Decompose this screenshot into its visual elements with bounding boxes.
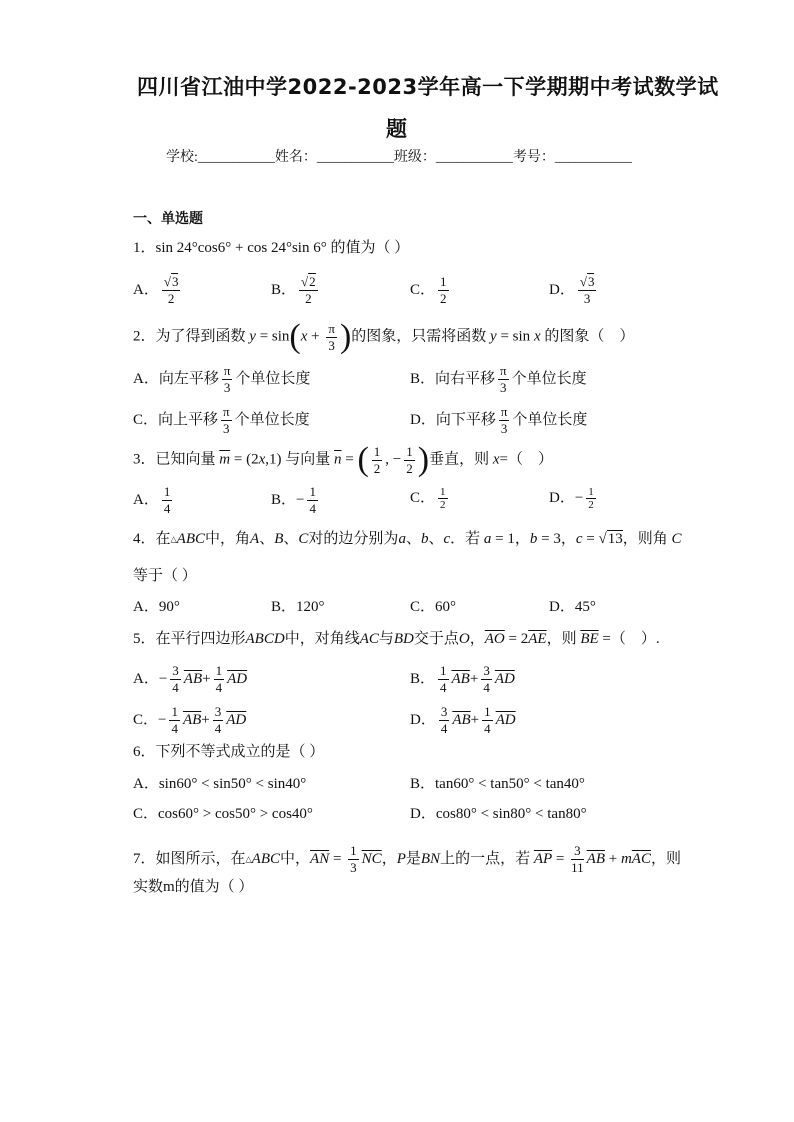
q3-option-a: A． $\frac{1}{4}$ [133,484,171,516]
question-1-stem: 1．sin 24°cos6° + cos 24°sin 6° 的值为（ ） [133,240,410,256]
page-title-line2: 题 [386,117,408,141]
q2-option-b: B．向右平移 $\frac{\pi}{3}$ 个单位长度 [410,363,587,395]
q3-option-b: B．− $\frac{1}{4}$ [271,484,316,516]
q6-option-d: D．cos80° < sin80° < tan80° [410,806,587,822]
q1-option-a: A． $\frac{√3}{2}$ [133,274,179,306]
question-7-stem-line1: 7．如图所示，在△ABC中，$\overline{AN}$ = $\frac{1}{3}$ $\overline{NC}$，P是BN上的一点，若 $\overline{AP}$ = $\frac{3}{11}$ $\overline{AB} + m\overline{AC}$，则 [133,843,681,875]
question-7-stem-line2: 实数m的值为（ ） [133,879,254,895]
question-6-stem: 6．下列不等式成立的是（ ） [133,744,325,760]
question-4-stem-line1: 4．在△ABC中，角A、B、C对的边分别为a、b、c．若 a = 1，b = 3，c = √13，则角 C [133,531,682,547]
q4-option-c: C．60° [410,599,457,615]
q1-option-b: B． $\frac{√2}{2}$ [271,274,316,306]
q4-option-b: B．120° [271,599,325,615]
student-info-line: 学校:___________姓名：___________班级：___________考号：___________ [166,150,632,165]
question-2-stem: 2．为了得到函数 y = sin(x + $\frac{\pi}{3}$ )的图象，只需将函数 y = sin x 的图象（ ） [133,318,635,355]
q2-option-a: A．向左平移 $\frac{\pi}{3}$ 个单位长度 [133,363,311,395]
q6-option-a: A．sin60° < sin50° < sin40° [133,776,307,792]
q3-option-d: D．− $\frac{1}{2}$ [549,486,594,511]
q5-option-d: D． $\frac{3}{4}$ $\overline{AB}+$ $\frac{1}{4}$ $\overline{AD}$ [410,704,516,736]
q5-option-c: C．− $\frac{1}{4}$ $\overline{AB}+$ $\frac{3}{4}$ $\overline{AD}$ [133,704,247,736]
q6-option-b: B．tan60° < tan50° < tan40° [410,776,585,792]
question-4-stem-line2: 等于（ ） [133,568,197,584]
q4-option-d: D．45° [549,599,596,615]
q5-option-b: B． $\frac{1}{4}$ $\overline{AB}+$ $\frac{3}{4}$ $\overline{AD}$ [410,663,515,695]
question-3-stem: 3．已知向量 $\overline{m} = (2x,1)$ 与向量 $\overline{n}$ = ( $\frac{1}{2}$ , − $\frac{1}{2}$ )垂直，则 x=（ ） [133,441,553,478]
q5-option-a: A．− $\frac{3}{4}$ $\overline{AB}+$ $\frac{1}{4}$ $\overline{AD}$ [133,663,248,695]
question-5-stem: 5．在平行四边形ABCD中，对角线AC与BD交于点O，$\overline{AO} = 2\overline{AE}$，则 $\overline{BE}$ =（ ）. [133,631,660,647]
q1-option-c: C． $\frac{1}{2}$ [410,274,447,306]
page-title-line1: 四川省江油中学2022-2023学年高一下学期期中考试数学试 [137,75,719,99]
q2-option-c: C．向上平移 $\frac{\pi}{3}$ 个单位长度 [133,404,310,436]
q4-option-a: A．90° [133,599,180,615]
q3-option-c: C． $\frac{1}{2}$ [410,486,446,511]
q2-option-d: D．向下平移 $\frac{\pi}{3}$ 个单位长度 [410,404,588,436]
q1-option-d: D． $\frac{√3}{3}$ [549,274,595,306]
q6-option-c: C．cos60° > cos50° > cos40° [133,806,313,822]
section-title: 一、单选题 [133,211,203,227]
